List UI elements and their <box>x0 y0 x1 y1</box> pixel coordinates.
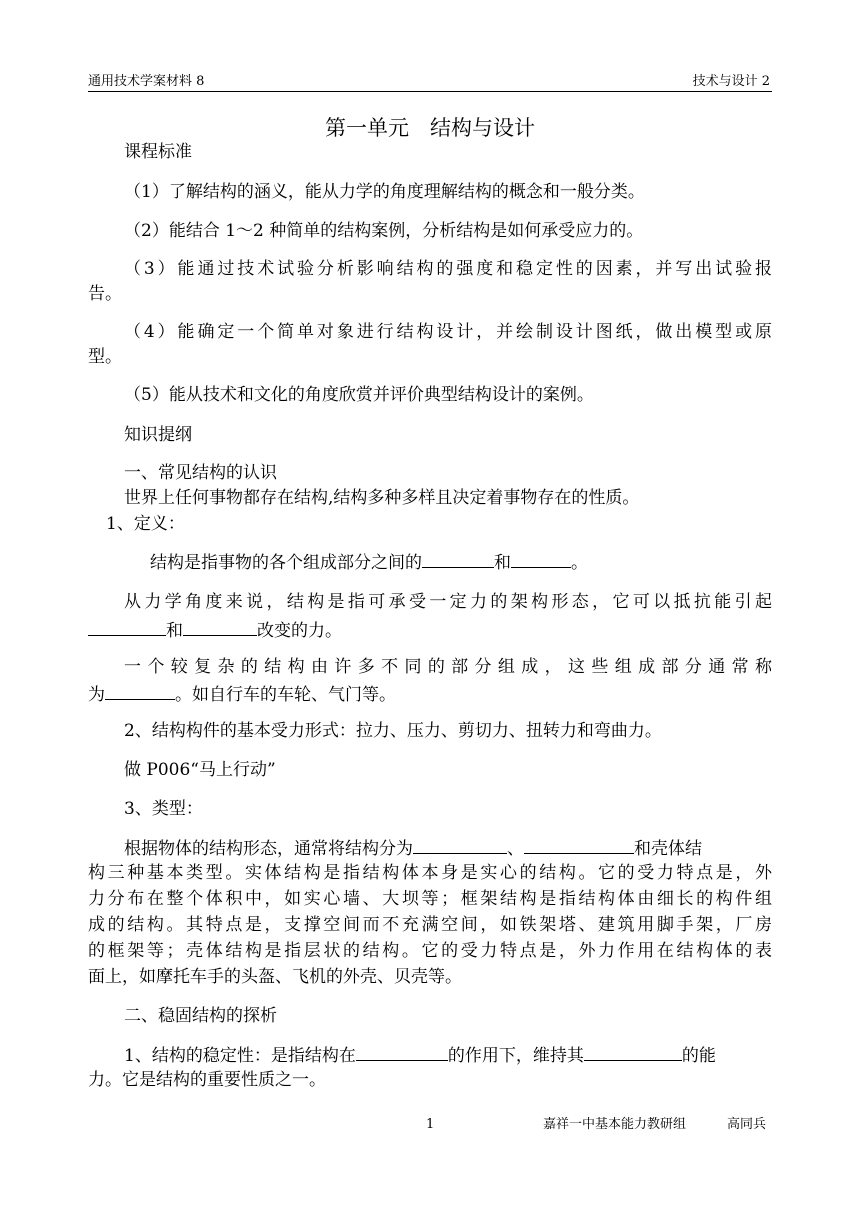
fill-in-line <box>88 683 772 705</box>
text-span: 和 <box>166 621 183 641</box>
fill-in-line <box>124 1044 772 1066</box>
paragraph-line: 世界上任何事物都存在结构,结构多种多样且决定着事物存在的性质。 <box>124 488 640 508</box>
section-heading: 知识提纲 <box>124 425 192 445</box>
text-span: 。 <box>571 553 588 573</box>
standard-item: （3）能通过技术试验分析影响结构的强度和稳定性的因素，并写出试验报 <box>124 259 772 279</box>
standard-item: （1）了解结构的涵义，能从力学的角度理解结构的概念和一般分类。 <box>124 182 645 202</box>
answer-blank[interactable] <box>105 683 175 700</box>
paragraph-line: 2、结构构件的基本受力形式：拉力、压力、剪切力、扭转力和弯曲力。 <box>124 721 662 741</box>
text-span: 的作用下，维持其 <box>447 1046 584 1066</box>
answer-blank[interactable] <box>511 551 571 568</box>
page-title: 第一单元 结构与设计 <box>325 116 535 140</box>
standard-item: （4）能确定一个简单对象进行结构设计，并绘制设计图纸，做出模型或原 <box>124 322 772 342</box>
page-number: 1 <box>426 1117 435 1132</box>
header-left: 通用技术学案材料 8 <box>88 74 205 89</box>
fill-in-line <box>150 551 834 573</box>
text-span: 改变的力。 <box>257 621 342 641</box>
answer-blank[interactable] <box>584 1044 682 1061</box>
text-span: 、 <box>507 839 524 859</box>
text-span: 为 <box>88 685 105 705</box>
standard-item: （2）能结合 1～2 种简单的结构案例，分析结构是如何承受应力的。 <box>124 221 644 241</box>
subsection-heading: 一、常见结构的认识 <box>124 463 277 483</box>
text-span: 结构是指事物的各个组成部分之间的 <box>150 553 422 573</box>
subsection-heading: 3、类型： <box>124 799 203 819</box>
text-span: 1、结构的稳定性：是指结构在 <box>124 1046 356 1066</box>
standard-item-cont: 告。 <box>88 284 122 304</box>
paragraph-line: 一个较复杂的结构由许多不同的部分组成，这些组成部分通常称 <box>124 657 772 677</box>
paragraph-line: 面上，如摩托车手的头盔、飞机的外壳、贝壳等。 <box>88 967 462 987</box>
paragraph-line: 构三种基本类型。实体结构是指结构体本身是实心的结构。它的受力特点是，外 <box>88 863 772 883</box>
text-span: 和 <box>494 553 511 573</box>
text-span: 根据物体的结构形态，通常将结构分为 <box>124 839 413 859</box>
paragraph-line: 成的结构。其特点是，支撑空间而不充满空间，如铁架塔、建筑用脚手架，厂房 <box>88 915 772 935</box>
text-span: 的能 <box>681 1046 716 1066</box>
header-rule <box>88 91 772 92</box>
subsection-heading: 1、定义： <box>106 514 185 534</box>
footer-org: 嘉祥一中基本能力教研组 <box>543 1117 687 1132</box>
answer-blank[interactable] <box>183 619 257 636</box>
answer-blank[interactable] <box>524 837 634 854</box>
footer-author: 高同兵 <box>727 1117 767 1132</box>
section-heading: 二、稳固结构的探析 <box>124 1006 277 1026</box>
header-right: 技术与设计 2 <box>692 74 770 89</box>
fill-in-line <box>88 619 772 641</box>
answer-blank[interactable] <box>88 619 166 636</box>
paragraph-line: 做 P006“马上行动” <box>124 760 276 780</box>
answer-blank[interactable] <box>356 1044 448 1061</box>
fill-in-line <box>124 837 772 859</box>
paragraph-line: 力分布在整个体积中，如实心墙、大坝等；框架结构是指结构体由细长的构件组 <box>88 889 772 909</box>
text-span: 。如自行车的车轮、气门等。 <box>175 685 396 705</box>
paragraph-line: 从力学角度来说，结构是指可承受一定力的架构形态，它可以抵抗能引起 <box>124 592 772 612</box>
section-heading: 课程标准 <box>124 142 192 162</box>
paragraph-line: 力。它是结构的重要性质之一。 <box>88 1070 326 1090</box>
text-span: 和壳体结 <box>634 839 702 859</box>
paragraph-line: 的框架等；壳体结构是指层状的结构。它的受力特点是，外力作用在结构体的表 <box>88 941 772 961</box>
standard-item: （5）能从技术和文化的角度欣赏并评价典型结构设计的案例。 <box>124 385 594 405</box>
standard-item-cont: 型。 <box>88 347 122 367</box>
answer-blank[interactable] <box>413 837 507 854</box>
answer-blank[interactable] <box>422 551 494 568</box>
